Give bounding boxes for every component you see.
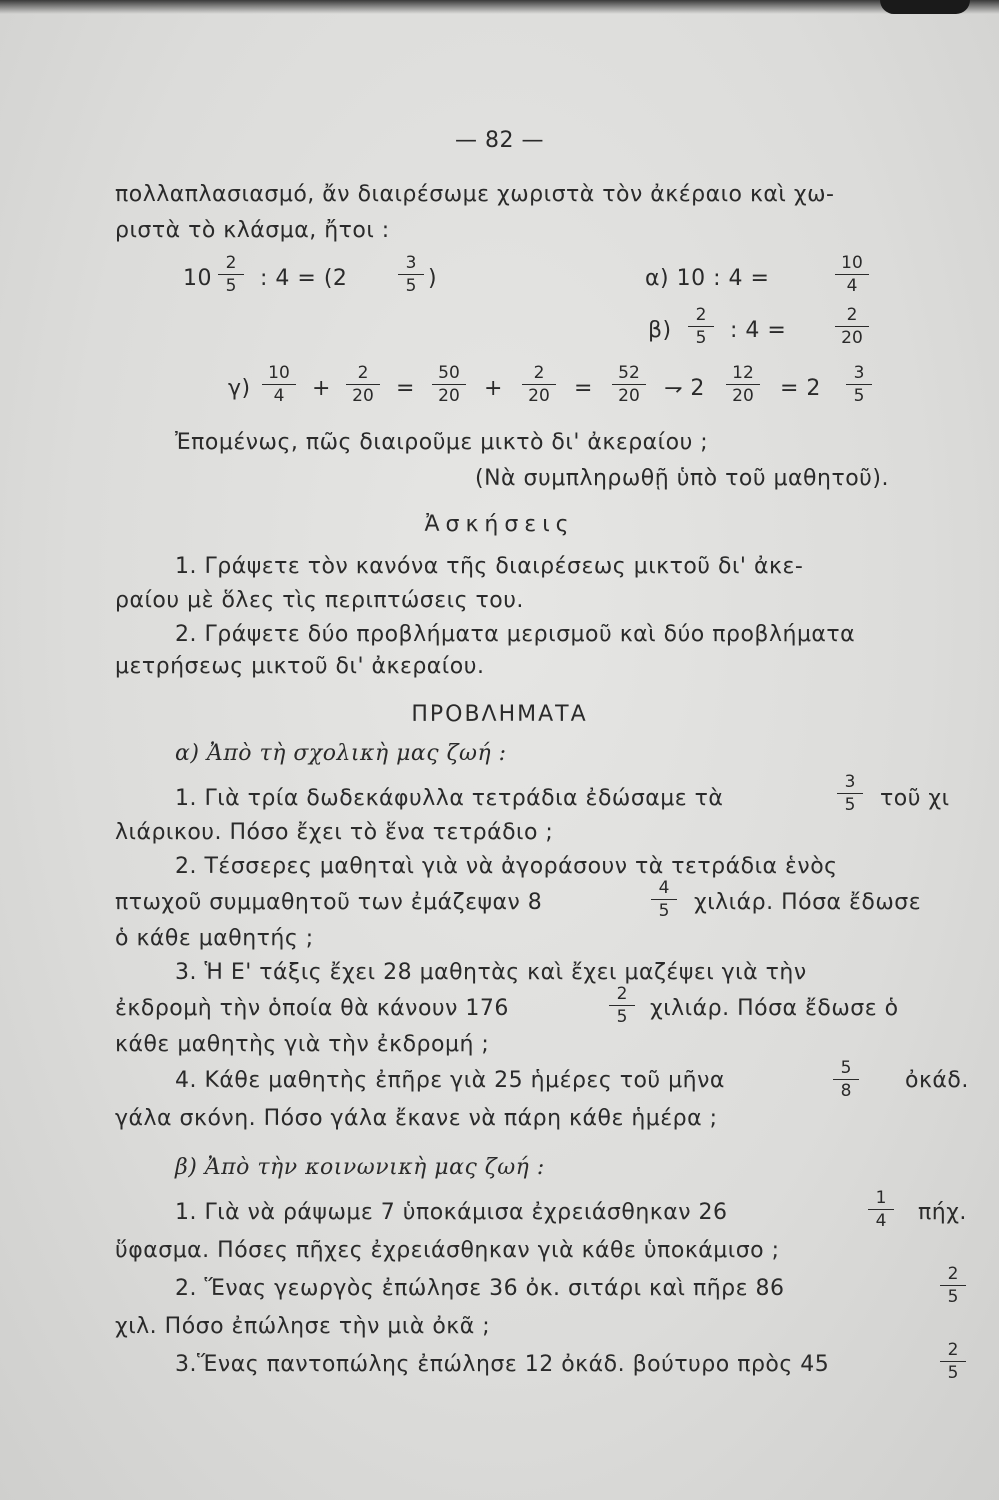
section-a-heading: α) Ἀπὸ τὴ σχολικὴ μας ζωή : (175, 741, 507, 766)
b-problem-2-line-1: 2. Ἕνας γεωργὸς ἐπώλησε 36 ὀκ. σιτάρι καὶ πῆρε 86 (175, 1276, 785, 1301)
exercises-title: Ἀσκήσεις (424, 512, 575, 537)
eq-c-op-3: + (484, 376, 503, 401)
eq-c-fraction-4: $\frac{2}{20}$ (522, 365, 556, 405)
exercise-2-line-2: μετρήσεως μικτοῦ δι' ἀκεραίου. (115, 654, 485, 679)
eq-c-fraction-6: $\frac{12}{20}$ (726, 365, 760, 405)
a-problem-2-line-2: πτωχοῦ συμμαθητοῦ των ἐμάζεψαν 8 (115, 890, 543, 915)
a-problem-3-line-2-end: χιλιάρ. Πόσα ἔδωσε ὁ (650, 996, 899, 1021)
a-problem-1-line-1-end: τοῦ χι (880, 786, 950, 811)
a-problem-2-fraction: $\frac{4}{5}$ (651, 880, 677, 920)
eq1-end: ) (428, 266, 438, 291)
a-problem-2-line-2-end: χιλιάρ. Πόσα ἔδωσε (694, 890, 922, 915)
eq-c-fraction-7: $\frac{3}{5}$ (846, 365, 872, 405)
eq-c-op-5: ⇁ 2 (664, 376, 705, 401)
eq-c-fraction-1: $\frac{10}{4}$ (262, 365, 296, 405)
a-problem-1-line-2: λιάρικου. Πόσο ἔχει τὸ ἕνα τετράδιο ; (115, 820, 554, 845)
a-problem-4-line-1: 4. Κάθε μαθητὴς ἐπῆρε γιὰ 25 ἡμέρες τοῦ μῆνα (175, 1068, 725, 1093)
a-problem-3-line-3: κάθε μαθητὴς γιὰ τὴν ἐκδρομή ; (115, 1032, 490, 1057)
eq-c-label: γ) (228, 376, 251, 401)
b-problem-3-fraction: $\frac{2}{5}$ (940, 1342, 966, 1382)
eq1-middle: : 4 = (2 (260, 266, 348, 291)
eq-c-op-4: = (574, 376, 593, 401)
question-line: Ἐπομένως, πῶς διαιροῦμε μικτὸ δι' ἀκεραίου ; (175, 430, 709, 455)
eq-c-op-1: + (312, 376, 331, 401)
a-problem-2-line-1: 2. Τέσσερες μαθηταὶ γιὰ νὰ ἀγοράσουν τὰ τετράδια ἑνὸς (175, 854, 838, 879)
eq1-fraction-1: $\frac{2}{5}$ (218, 255, 244, 295)
a-problem-4-line-2: γάλα σκόνη. Πόσο γάλα ἔκανε νὰ πάρη κάθε ἡμέρα ; (115, 1106, 718, 1131)
eq-b-middle: : 4 = (730, 318, 787, 343)
a-problem-3-line-2: ἐκδρομὴ τὴν ὁποία θὰ κάνουν 176 (115, 996, 509, 1021)
a-problem-2-line-3: ὁ κάθε μαθητής ; (115, 926, 314, 951)
b-problem-3-line-1: 3.Ἕνας παντοπώλης ἐπώλησε 12 ὀκάδ. βούτυρο πρὸς 45 (175, 1352, 830, 1377)
exercise-1-line-1: 1. Γράψετε τὸν κανόνα τῆς διαιρέσεως μικτοῦ δι' ἀκε- (175, 554, 804, 579)
b-problem-2-line-2: χιλ. Πόσο ἐπώλησε τὴν μιὰ ὀκᾶ ; (115, 1314, 491, 1339)
a-problem-1-line-1: 1. Γιὰ τρία δωδεκάφυλλα τετράδια ἐδώσαμε τὰ (175, 786, 724, 811)
page-number: — 82 — (455, 128, 544, 153)
a-problem-1-fraction: $\frac{3}{5}$ (837, 774, 863, 814)
a-problem-3-fraction: $\frac{2}{5}$ (609, 986, 635, 1026)
eq-c-fraction-5: $\frac{52}{20}$ (612, 365, 646, 405)
b-problem-1-line-1: 1. Γιὰ νὰ ράψωμε 7 ὑποκάμισα ἐχρειάσθηκαν 26 (175, 1200, 728, 1225)
b-problem-2-fraction: $\frac{2}{5}$ (940, 1266, 966, 1306)
a-problem-4-line-1-end: ὀκάδ. (905, 1068, 969, 1093)
eq-b-fraction-1: $\frac{2}{5}$ (688, 307, 714, 347)
eq-a-label: α) 10 : 4 = (645, 266, 770, 291)
a-problem-4-fraction: $\frac{5}{8}$ (833, 1060, 859, 1100)
b-problem-1-fraction: $\frac{1}{4}$ (868, 1190, 894, 1230)
eq-c-fraction-2: $\frac{2}{20}$ (346, 365, 380, 405)
section-b-heading: β) Ἀπὸ τὴν κοινωνικὴ μας ζωή : (175, 1155, 545, 1180)
eq1-integer: 10 (183, 266, 212, 291)
eq-b-label: β) (648, 318, 672, 343)
eq-c-op-2: = (396, 376, 415, 401)
eq-a-fraction: $\frac{10}{4}$ (835, 255, 869, 295)
b-problem-1-line-1-end: πήχ. (918, 1200, 967, 1225)
exercise-2-line-1: 2. Γράψετε δύο προβλήματα μερισμοῦ καὶ δύο προβλήματα (175, 622, 856, 647)
eq-c-op-6: = 2 (780, 376, 821, 401)
intro-line-1: πολλαπλασιασμό, ἄν διαιρέσωμε χωριστὰ τὸν ἀκέραιο καὶ χω- (115, 182, 835, 207)
b-problem-1-line-2: ὕφασμα. Πόσες πῆχες ἐχρειάσθηκαν γιὰ κάθε ὑποκάμισο ; (115, 1238, 780, 1263)
ink-blot (880, 0, 970, 14)
page-top-edge (0, 0, 999, 14)
exercise-1-line-2: ραίου μὲ ὅλες τὶς περιπτώσεις του. (115, 588, 524, 613)
a-problem-3-line-1: 3. Ἡ Ε' τάξις ἔχει 28 μαθητὰς καὶ ἔχει μαζέψει γιὰ τὴν (175, 960, 807, 985)
eq-c-fraction-3: $\frac{50}{20}$ (432, 365, 466, 405)
problems-title: ΠΡΟΒΛΗΜΑΤΑ (411, 702, 588, 727)
intro-line-2: ριστὰ τὸ κλάσμα, ἤτοι : (115, 218, 390, 243)
eq1-fraction-2: $\frac{3}{5}$ (398, 255, 424, 295)
note-line: (Νὰ συμπληρωθῇ ὑπὸ τοῦ μαθητοῦ). (475, 466, 889, 491)
eq-b-fraction-2: $\frac{2}{20}$ (835, 307, 869, 347)
